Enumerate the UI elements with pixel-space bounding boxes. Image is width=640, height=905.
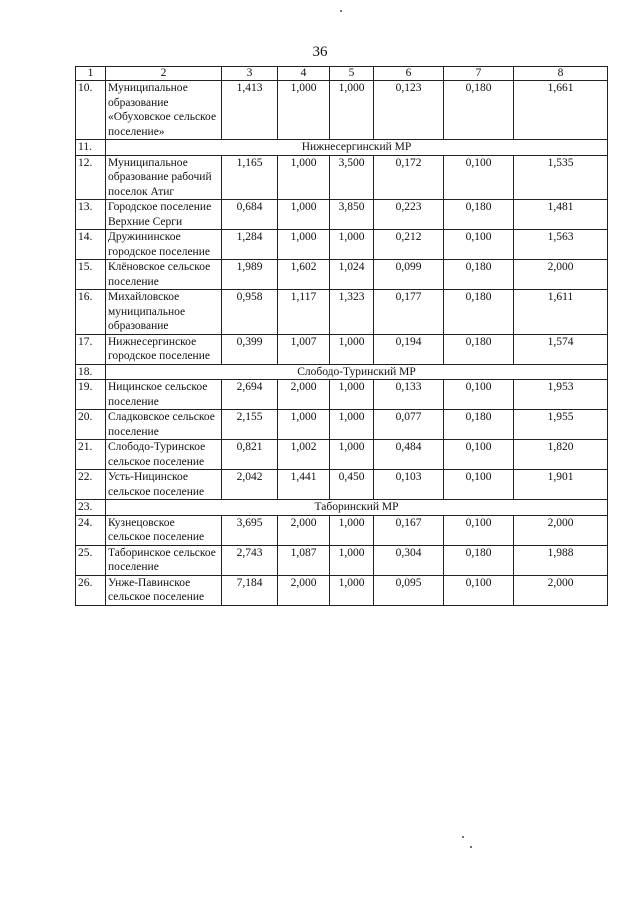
- row-number: 23.: [76, 500, 106, 516]
- column-header: 8: [514, 67, 608, 81]
- header-row: [76, 67, 608, 81]
- value-c8: 1,661: [514, 81, 608, 140]
- row-number: 16.: [76, 290, 106, 335]
- value-c6: 0,304: [374, 545, 444, 575]
- value-c6: 0,167: [374, 515, 444, 545]
- value-c7: 0,180: [444, 334, 514, 364]
- table-row: [76, 230, 608, 260]
- column-header: 2: [106, 67, 222, 81]
- value-c5: 1,000: [330, 515, 374, 545]
- district-title: Нижнесергинский МР: [106, 140, 608, 156]
- column-header: 1: [76, 67, 106, 81]
- municipality-name: Городское поселение Верхние Серги: [106, 200, 222, 230]
- municipality-name: Муниципальное образование «Обуховское сельское поселение»: [106, 81, 222, 140]
- row-number: 25.: [76, 545, 106, 575]
- table-row: [76, 470, 608, 500]
- value-c7: 0,180: [444, 410, 514, 440]
- value-c5: 1,000: [330, 575, 374, 605]
- municipality-name: Кузнецовское сельское поселение: [106, 515, 222, 545]
- row-number: 19.: [76, 380, 106, 410]
- value-c5: 1,000: [330, 440, 374, 470]
- table-body: [76, 81, 608, 606]
- municipality-name: Слободо-Туринское сельское поселение: [106, 440, 222, 470]
- value-c4: 1,000: [278, 81, 330, 140]
- row-number: 21.: [76, 440, 106, 470]
- value-c5: 1,024: [330, 260, 374, 290]
- value-c6: 0,077: [374, 410, 444, 440]
- value-c7: 0,100: [444, 440, 514, 470]
- value-c4: 1,000: [278, 155, 330, 200]
- value-c6: 0,103: [374, 470, 444, 500]
- table-row: [76, 200, 608, 230]
- row-number: 24.: [76, 515, 106, 545]
- coefficients-table: [75, 66, 608, 606]
- row-number: 13.: [76, 200, 106, 230]
- value-c5: 1,000: [330, 230, 374, 260]
- column-header: 4: [278, 67, 330, 81]
- value-c4: 1,007: [278, 334, 330, 364]
- municipality-name: Дружининское городское поселение: [106, 230, 222, 260]
- table-row: [76, 440, 608, 470]
- value-c7: 0,180: [444, 200, 514, 230]
- value-c3: 1,413: [222, 81, 278, 140]
- table-row: [76, 575, 608, 605]
- value-c4: 1,117: [278, 290, 330, 335]
- value-c4: 1,000: [278, 230, 330, 260]
- row-number: 14.: [76, 230, 106, 260]
- value-c5: 1,323: [330, 290, 374, 335]
- value-c4: 1,000: [278, 410, 330, 440]
- column-header: 7: [444, 67, 514, 81]
- value-c8: 2,000: [514, 575, 608, 605]
- value-c7: 0,100: [444, 380, 514, 410]
- column-header: 5: [330, 67, 374, 81]
- value-c4: 2,000: [278, 515, 330, 545]
- municipality-name: Таборинское сельское поселение: [106, 545, 222, 575]
- value-c8: 1,535: [514, 155, 608, 200]
- district-title: Слободо-Туринский МР: [106, 364, 608, 380]
- value-c4: 2,000: [278, 380, 330, 410]
- value-c3: 0,821: [222, 440, 278, 470]
- value-c3: 1,989: [222, 260, 278, 290]
- municipality-name: Усть-Ницинское сельское поселение: [106, 470, 222, 500]
- value-c8: 1,901: [514, 470, 608, 500]
- value-c5: 3,500: [330, 155, 374, 200]
- group-header-row: [76, 140, 608, 156]
- value-c5: 1,000: [330, 334, 374, 364]
- scan-speck: [470, 846, 472, 848]
- value-c6: 0,177: [374, 290, 444, 335]
- row-number: 22.: [76, 470, 106, 500]
- value-c5: 1,000: [330, 545, 374, 575]
- scan-speck: [340, 10, 342, 12]
- column-header: 3: [222, 67, 278, 81]
- district-title: Таборинский МР: [106, 500, 608, 516]
- value-c4: 1,000: [278, 200, 330, 230]
- value-c4: 1,002: [278, 440, 330, 470]
- row-number: 17.: [76, 334, 106, 364]
- value-c6: 0,194: [374, 334, 444, 364]
- value-c8: 1,820: [514, 440, 608, 470]
- value-c8: 1,481: [514, 200, 608, 230]
- value-c3: 3,695: [222, 515, 278, 545]
- table-row: [76, 515, 608, 545]
- value-c6: 0,172: [374, 155, 444, 200]
- value-c7: 0,100: [444, 470, 514, 500]
- row-number: 10.: [76, 81, 106, 140]
- value-c7: 0,180: [444, 290, 514, 335]
- municipality-name: Сладковское сельское поселение: [106, 410, 222, 440]
- table-row: [76, 334, 608, 364]
- value-c7: 0,100: [444, 575, 514, 605]
- value-c7: 0,100: [444, 230, 514, 260]
- value-c7: 0,180: [444, 81, 514, 140]
- value-c8: 1,611: [514, 290, 608, 335]
- row-number: 20.: [76, 410, 106, 440]
- value-c3: 1,284: [222, 230, 278, 260]
- municipality-name: Унже-Павинское сельское поселение: [106, 575, 222, 605]
- row-number: 15.: [76, 260, 106, 290]
- table-row: [76, 545, 608, 575]
- value-c3: 1,165: [222, 155, 278, 200]
- value-c5: 0,450: [330, 470, 374, 500]
- municipality-name: Муниципальное образование рабочий поселок Атиг: [106, 155, 222, 200]
- row-number: 11.: [76, 140, 106, 156]
- row-number: 18.: [76, 364, 106, 380]
- group-header-row: [76, 364, 608, 380]
- value-c8: 1,953: [514, 380, 608, 410]
- value-c4: 1,087: [278, 545, 330, 575]
- table-row: [76, 290, 608, 335]
- table-row: [76, 260, 608, 290]
- value-c8: 1,563: [514, 230, 608, 260]
- municipality-name: Михайловское муниципальное образование: [106, 290, 222, 335]
- value-c6: 0,212: [374, 230, 444, 260]
- page-number: 36: [312, 44, 328, 60]
- value-c7: 0,100: [444, 515, 514, 545]
- value-c4: 2,000: [278, 575, 330, 605]
- value-c6: 0,095: [374, 575, 444, 605]
- row-number: 26.: [76, 575, 106, 605]
- value-c3: 2,042: [222, 470, 278, 500]
- value-c8: 1,955: [514, 410, 608, 440]
- municipality-name: Клёновское сельское поселение: [106, 260, 222, 290]
- value-c3: 0,399: [222, 334, 278, 364]
- value-c6: 0,223: [374, 200, 444, 230]
- table-row: [76, 380, 608, 410]
- value-c6: 0,484: [374, 440, 444, 470]
- row-number: 12.: [76, 155, 106, 200]
- value-c5: 1,000: [330, 81, 374, 140]
- value-c3: 7,184: [222, 575, 278, 605]
- value-c6: 0,123: [374, 81, 444, 140]
- value-c4: 1,441: [278, 470, 330, 500]
- value-c3: 2,155: [222, 410, 278, 440]
- table-row: [76, 410, 608, 440]
- value-c3: 2,743: [222, 545, 278, 575]
- value-c3: 0,684: [222, 200, 278, 230]
- table-row: [76, 155, 608, 200]
- municipality-name: Ницинское сельское поселение: [106, 380, 222, 410]
- value-c5: 1,000: [330, 410, 374, 440]
- group-header-row: [76, 500, 608, 516]
- value-c6: 0,133: [374, 380, 444, 410]
- municipality-name: Нижнесергинское городское поселение: [106, 334, 222, 364]
- table-row: [76, 81, 608, 140]
- value-c7: 0,100: [444, 155, 514, 200]
- value-c5: 3,850: [330, 200, 374, 230]
- column-header: 6: [374, 67, 444, 81]
- value-c3: 0,958: [222, 290, 278, 335]
- value-c8: 1,988: [514, 545, 608, 575]
- value-c4: 1,602: [278, 260, 330, 290]
- value-c8: 2,000: [514, 515, 608, 545]
- value-c6: 0,099: [374, 260, 444, 290]
- value-c7: 0,180: [444, 260, 514, 290]
- value-c3: 2,694: [222, 380, 278, 410]
- value-c7: 0,180: [444, 545, 514, 575]
- scan-speck: [462, 836, 464, 838]
- value-c8: 1,574: [514, 334, 608, 364]
- value-c5: 1,000: [330, 380, 374, 410]
- value-c8: 2,000: [514, 260, 608, 290]
